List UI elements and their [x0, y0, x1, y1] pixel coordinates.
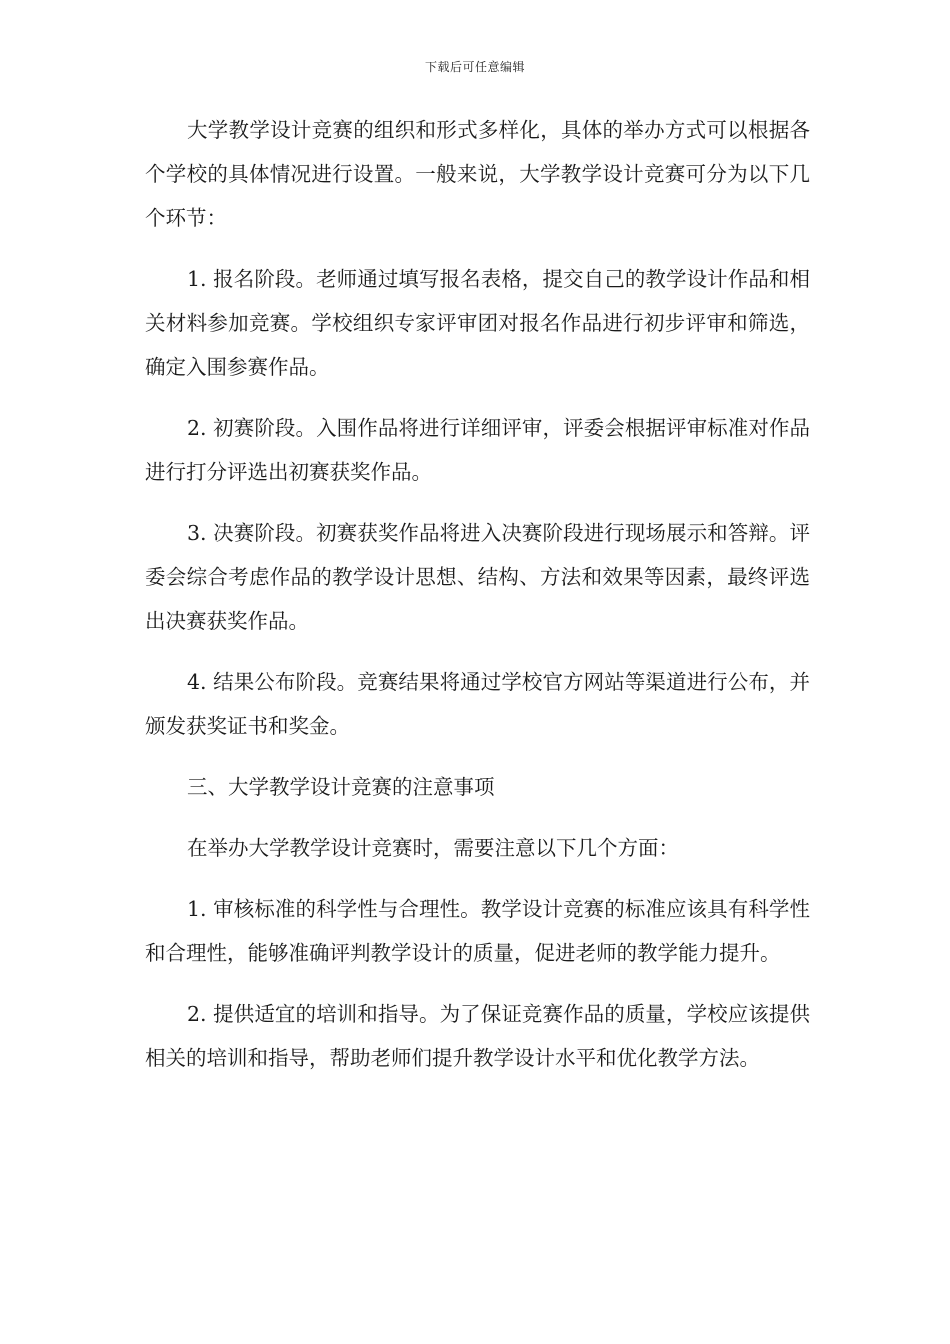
stage-paragraph-1: 1. 报名阶段。老师通过填写报名表格，提交自己的教学设计作品和相关材料参加竞赛。学校组织专家评审团对报名作品进行初步评审和筛选，确定入围参赛作品。 — [145, 267, 810, 379]
stage-paragraph-2: 2. 初赛阶段。入围作品将进行详细评审，评委会根据评审标准对作品进行打分评选出初赛获奖作品。 — [145, 416, 810, 484]
header-note: 下载后可任意编辑 — [424, 60, 525, 74]
note-paragraph-2: 2. 提供适宜的培训和指导。为了保证竞赛作品的质量，学校应该提供相关的培训和指导，帮助老师们提升教学设计水平和优化教学方法。 — [145, 1002, 810, 1070]
intro-paragraph: 大学教学设计竞赛的组织和形式多样化，具体的举办方式可以根据各个学校的具体情况进行设置。一般来说，大学教学设计竞赛可分为以下几个环节： — [145, 118, 810, 230]
section-heading: 三、大学教学设计竞赛的注意事项 — [187, 775, 495, 799]
document-body — [145, 108, 810, 1097]
stage-paragraph-4: 4. 结果公布阶段。竞赛结果将通过学校官方网站等渠道进行公布，并颁发获奖证书和奖金。 — [145, 670, 810, 738]
section-intro-paragraph: 在举办大学教学设计竞赛时，需要注意以下几个方面： — [187, 836, 679, 860]
stage-paragraph-3: 3. 决赛阶段。初赛获奖作品将进入决赛阶段进行现场展示和答辩。评委会综合考虑作品的教学设计思想、结构、方法和效果等因素，最终评选出决赛获奖作品。 — [145, 521, 810, 633]
note-paragraph-1: 1. 审核标准的科学性与合理性。教学设计竞赛的标准应该具有科学性和合理性，能够准确评判教学设计的质量，促进老师的教学能力提升。 — [145, 897, 810, 965]
